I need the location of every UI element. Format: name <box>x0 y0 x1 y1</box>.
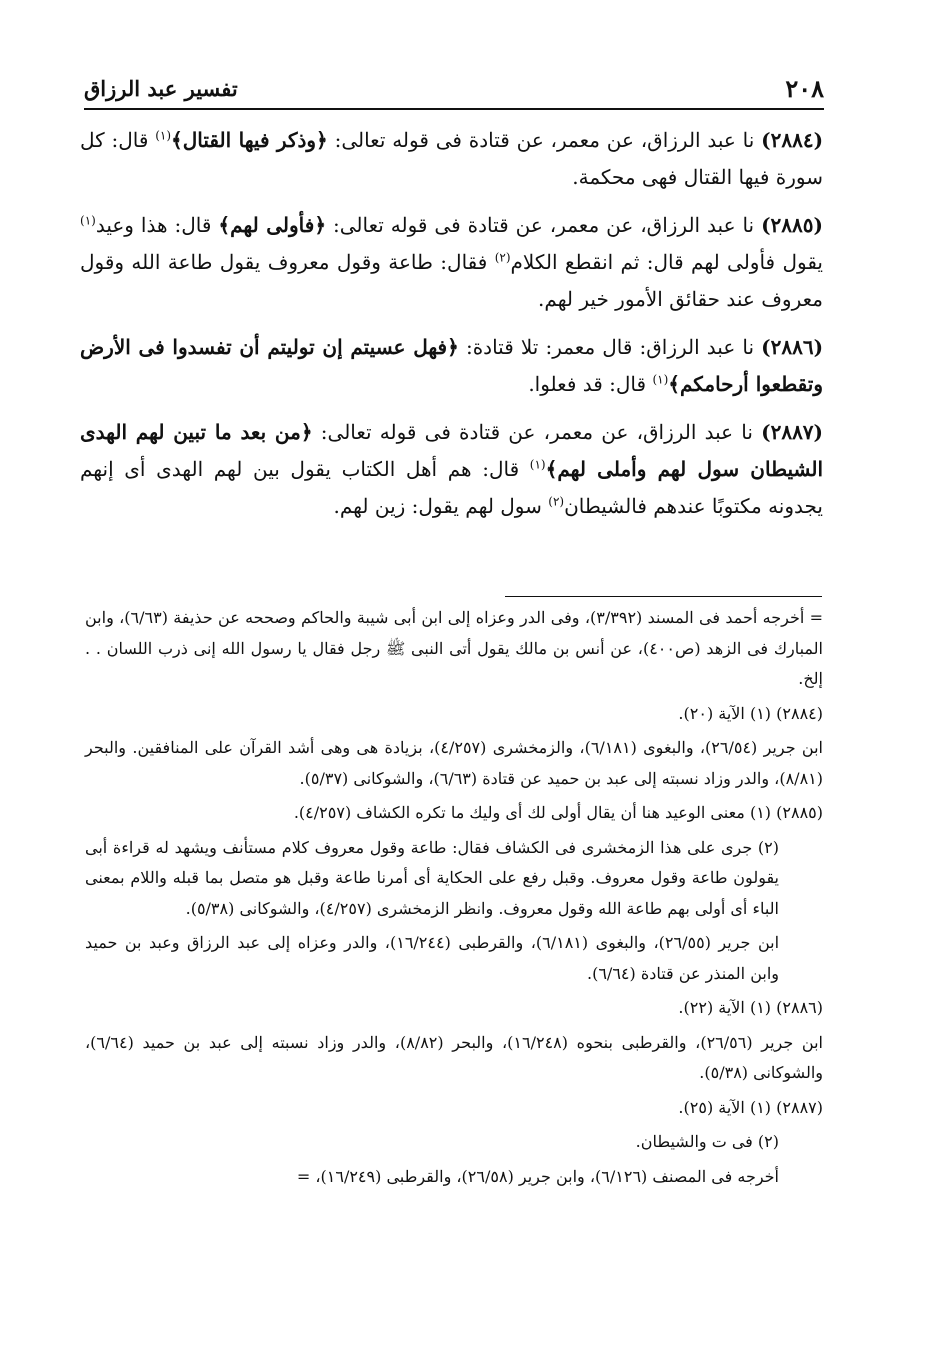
entry-text: قال: قد فعلوا. <box>528 372 647 396</box>
entry-text: نا عبد الرزاق: قال معمر: تلا قتادة: <box>465 335 755 359</box>
quran-quote: ﴿وذكر فيها القتال﴾ <box>171 128 328 152</box>
footnote-ref: (٢) <box>494 250 511 265</box>
footnote: (٢) جرى على هذا الزمخشرى فى الكشاف فقال: طاعة وقول معروف كلام مستأنف ويشهد له قراءة أبى يقولون طاعة وقول معروف. وقبل رفع على الحكاية أى أمرنا طاعة وقبل هو متصل بما قبله واللام بمعنى الباء أى أولى بهم طاعة الله وقول معروف. وانظر الزمخشرى (٤/٢٥٧)، والشوكانى (٥/٣٨). <box>85 837 779 918</box>
footnote: (٢٨٨٤) (١) الآية (٢٠). <box>678 703 823 723</box>
footnote-divider <box>505 596 822 597</box>
footnote: أخرجه فى المصنف (٦/١٢٦)، وابن جرير (٢٦/٥٨)، والقرطبى (١٦/٢٤٩)، = <box>296 1166 779 1186</box>
entry-number: (٢٨٨٥) <box>761 213 823 237</box>
entry-text: قال: هذا وعيد <box>95 213 212 237</box>
entry-text: قال: كل سورة فيها القتال فهى محكمة. <box>80 128 823 189</box>
entry-2885 <box>80 207 823 318</box>
entry-number: (٢٨٨٦) <box>761 335 824 359</box>
entry-text: يقول فأولى لهم قال: ثم انقطع الكلام <box>510 250 823 274</box>
main-text <box>80 122 823 536</box>
entry-text: نا عبد الرزاق، عن معمر، عن قتادة فى قوله تعالى: <box>320 420 753 444</box>
quran-quote: ﴿من بعد ما تبين لهم الهدى الشيطان سول لهم وأملى لهم﴾ <box>80 420 824 481</box>
footnote-ref: (١) <box>155 128 172 143</box>
footnote: (٢٨٨٧) (١) الآية (٢٥). <box>678 1097 823 1117</box>
entry-2886 <box>80 329 823 403</box>
footnote-ref: (١) <box>652 372 669 387</box>
entry-text: نا عبد الرزاق، عن معمر، عن قتادة فى قوله تعالى: <box>333 213 755 237</box>
footnotes <box>85 603 823 1196</box>
footnote: ابن جرير (٢٦/٥٤)، والبغوى (٦/١٨١)، والزمخشرى (٤/٢٥٧)، بزيادة هى وهى أشد القرآن على المنافقين. والبحر (٨/٨١)، والدر وزاد نسبته إلى عبد بن حميد عن قتادة (٦/٦٣)، والشوكانى (٥/٣٧). <box>85 738 823 788</box>
entry-2887 <box>80 414 823 525</box>
entry-number: (٢٨٨٤) <box>761 128 824 152</box>
footnote: ابن جرير (٢٦/٥٥)، والبغوى (٦/١٨١)، والقرطبى (١٦/٢٤٤)، والدر وعزاه إلى عبد الرزاق وعبد بن حميد وابن المنذر عن قتادة (٦/٦٤). <box>85 933 780 983</box>
footnote-ref: (٢) <box>548 494 565 509</box>
entry-2884 <box>80 122 823 196</box>
footnote: (٢٨٨٥) (١) معنى الوعيد هنا أن يقال أولى لك أى وليك ما تكره الكشاف (٤/٢٥٧). <box>293 803 823 822</box>
entry-text: فقال: طاعة وقول معروف يقول طاعة الله وقول معروف عند حقائق الأمور خير لهم. <box>80 250 823 311</box>
running-title: تفسير عبد الرزاق <box>84 76 238 101</box>
page-number: ٢٠٨ <box>785 74 824 103</box>
footnote: = أخرجه أحمد فى المسند (٣/٣٩٢)، وفى الدر وعزاه إلى ابن أبى شيبة والحاكم وصححه عن حذيفة (٦/٦٣)، وابن المبارك فى الزهد (ص٤٠٠)، عن أنس بن مالك يقول أتى النبى ﷺ رجل فقال يا رسول الله إنى ذرب اللسان . . إلخ. <box>85 608 824 688</box>
entry-text: سول لهم يقول: زين لهم. <box>333 494 542 518</box>
footnote: ابن جرير (٢٦/٥٦)، والقرطبى بنحوه (١٦/٢٤٨)، والبحر (٨/٨٢)، والدر وزاد نسبته إلى عبد بن حميد (٦/٦٤)، والشوكانى (٥/٣٨). <box>85 1032 823 1082</box>
quran-quote: ﴿فأولى لهم﴾ <box>218 213 327 237</box>
footnote-ref: (١) <box>80 213 96 228</box>
page-header <box>84 74 824 110</box>
footnote-ref: (١) <box>529 457 546 472</box>
entry-text: نا عبد الرزاق، عن معمر، عن قتادة فى قوله تعالى: <box>334 128 755 152</box>
entry-number: (٢٨٨٧) <box>761 420 824 444</box>
entry-text: قال: هم أهل الكتاب يقول بين لهم الهدى أى إنهم يجدونه مكتوبًا عندهم فالشيطان <box>80 457 823 518</box>
quran-quote: ﴿فهل عسيتم إن توليتم أن تفسدوا فى الأرض وتقطعوا أرحامكم﴾ <box>80 335 823 396</box>
footnote: (٢) فى ت والشيطان. <box>635 1132 779 1151</box>
footnote: (٢٨٨٦) (١) الآية (٢٢). <box>678 998 823 1017</box>
